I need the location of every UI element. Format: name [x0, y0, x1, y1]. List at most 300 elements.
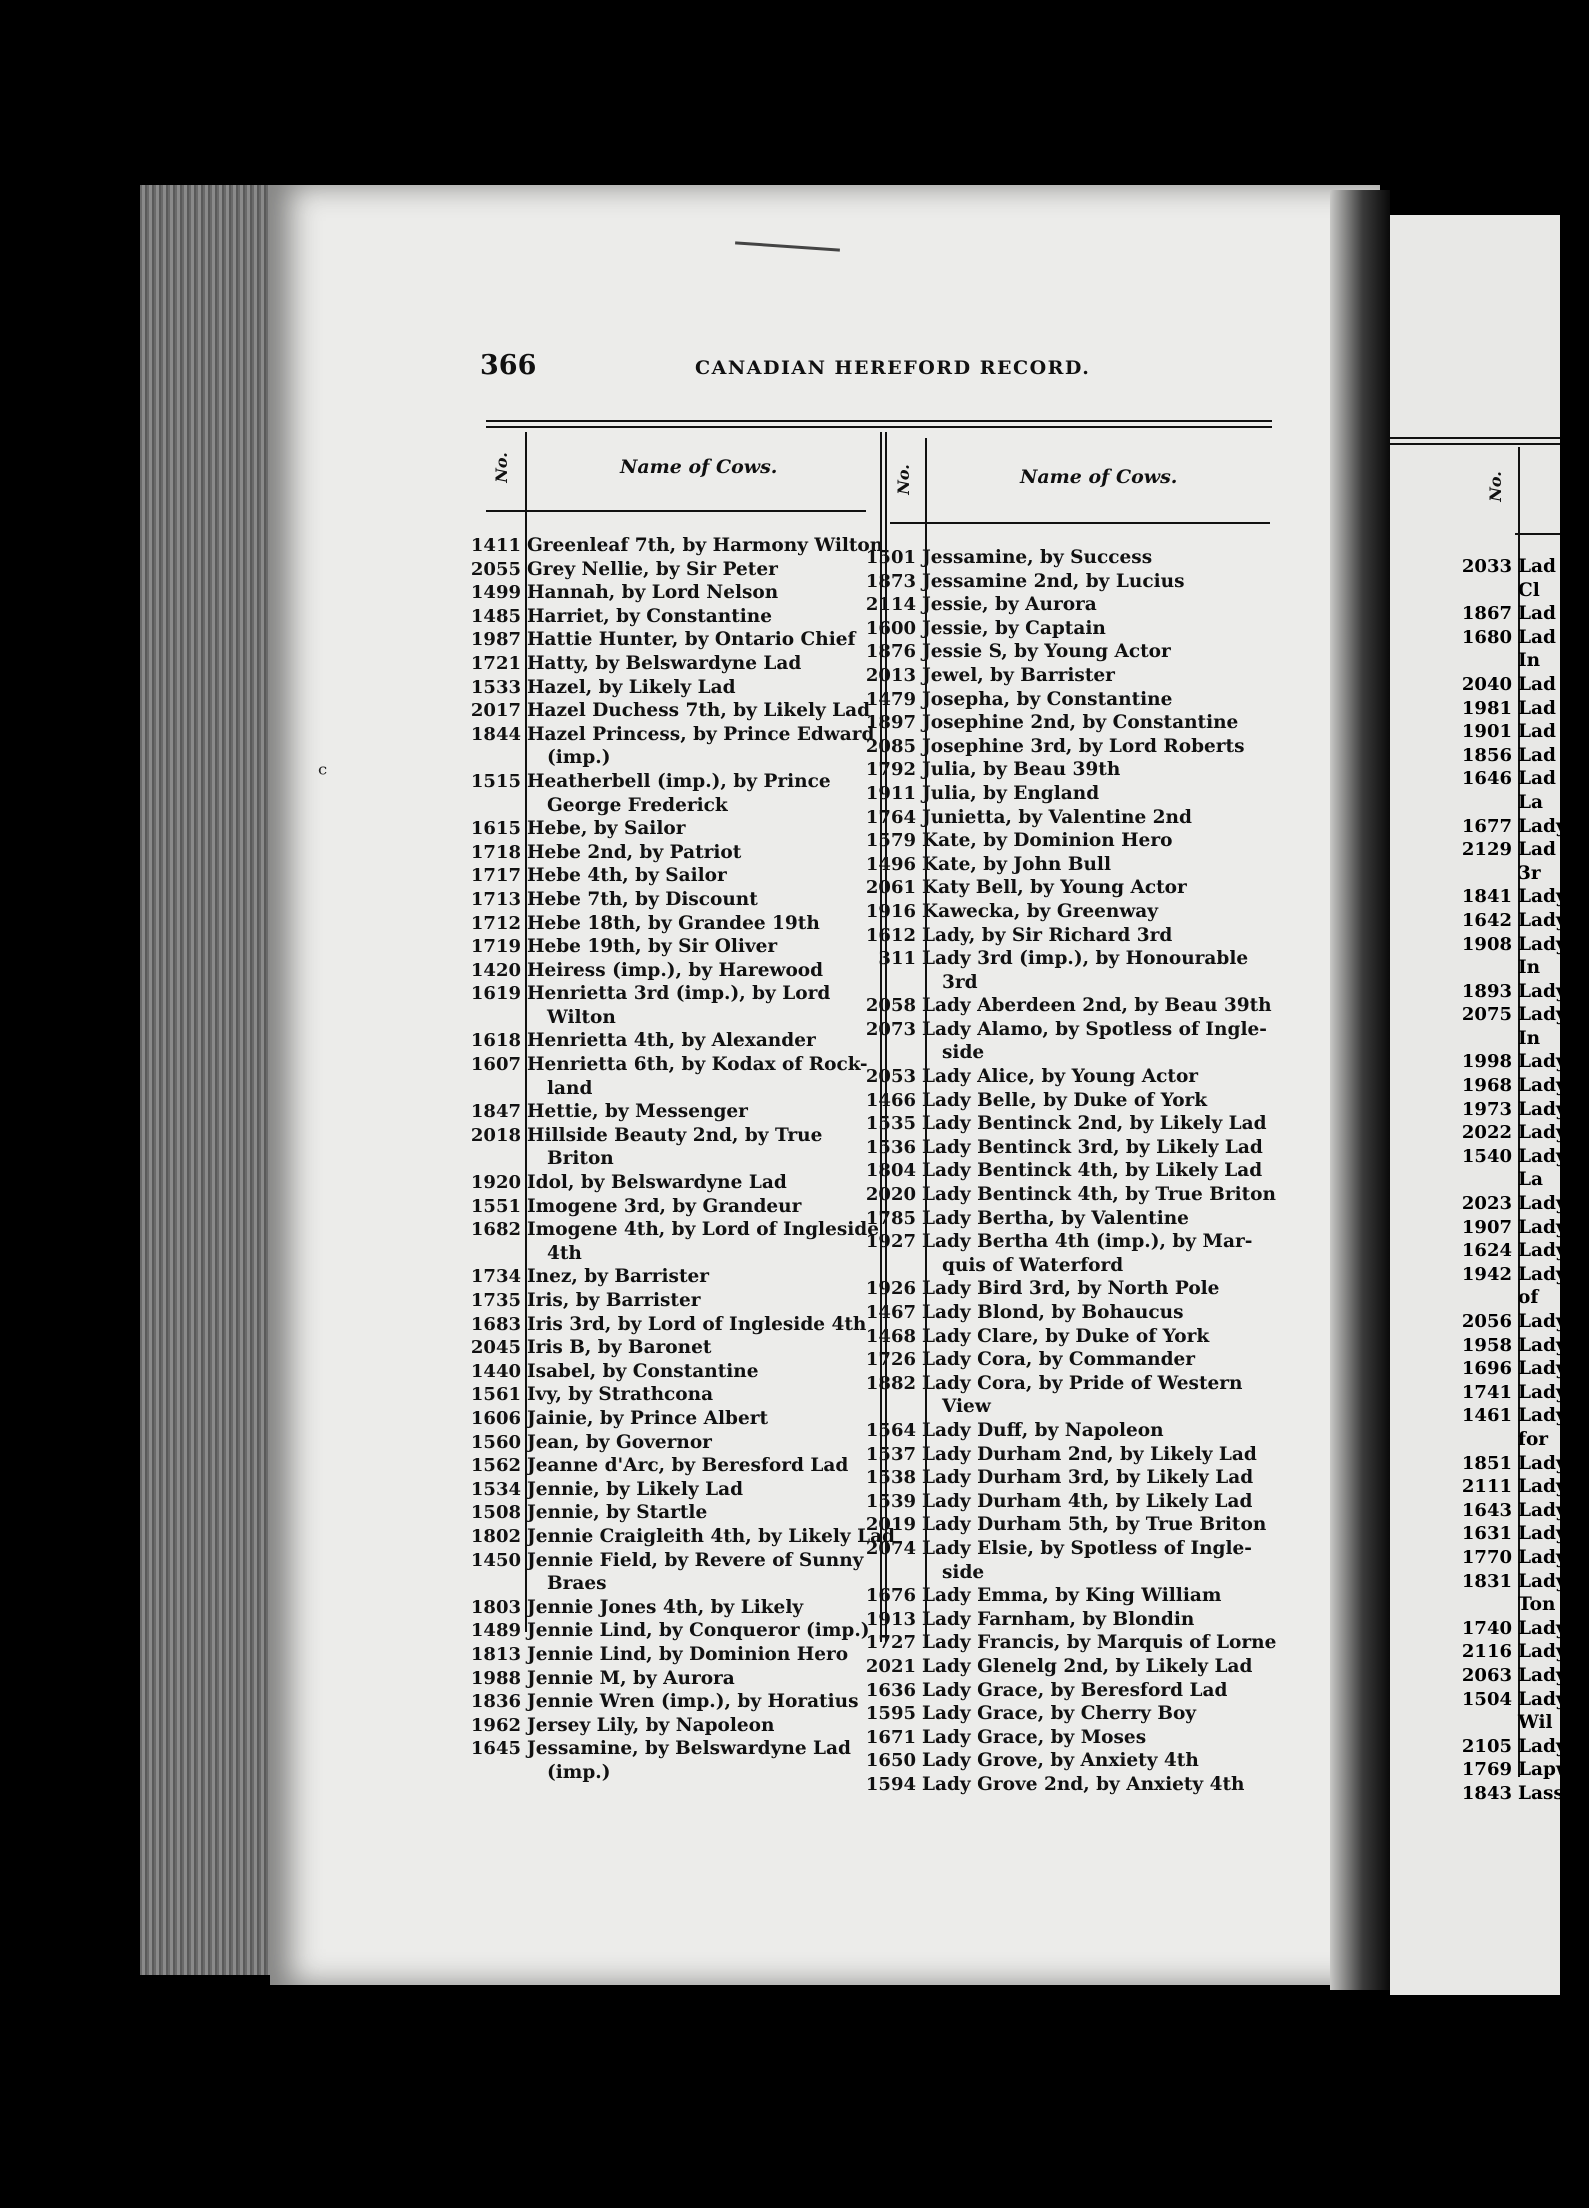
right-column-number: 2073	[865, 1018, 916, 1040]
next-page-name: Lad	[1518, 697, 1556, 719]
left-column-name: Hebe 2nd, by Patriot	[527, 841, 742, 863]
right-column-number: 1468	[865, 1325, 916, 1347]
left-column-number: 1645	[470, 1738, 521, 1760]
next-page-name: Lad	[1518, 768, 1556, 790]
next-page-number: 1770	[1461, 1546, 1512, 1568]
left-column-number: 1836	[470, 1691, 521, 1713]
next-page-name: 3r	[1518, 862, 1541, 884]
left-column-name: Greenleaf 7th, by Harmony Wilton	[527, 535, 884, 556]
left-column-number: 1515	[470, 770, 521, 792]
left-column-name: Jennie Field, by Revere of Sunny	[527, 1549, 864, 1571]
next-page-name: Lad	[1518, 626, 1556, 648]
left-column-number: 1683	[470, 1313, 521, 1335]
left-column-number: 1440	[470, 1360, 521, 1382]
next-page-name: of	[1518, 1287, 1539, 1309]
left-column-name: Hatty, by Belswardyne Lad	[527, 652, 802, 674]
next-page-number: 1646	[1461, 768, 1512, 790]
right-column-name: Kate, by Dominion Hero	[922, 830, 1173, 852]
left-column-name: Braes	[547, 1573, 607, 1595]
next-page-name: Lady	[1518, 1311, 1567, 1332]
right-column-name: Kawecka, by Greenway	[922, 900, 1159, 922]
next-page-name: In	[1518, 957, 1541, 979]
left-column-number: 1560	[470, 1431, 521, 1453]
right-column-number: 1501	[865, 547, 916, 568]
right-column-name: side	[942, 1042, 985, 1064]
right-column-number: 2074	[865, 1537, 916, 1559]
next-page-name: Lady	[1518, 1193, 1567, 1215]
left-column-name: Jennie Lind, by Dominion Hero	[527, 1643, 849, 1665]
left-column-number: 1987	[470, 629, 521, 651]
next-page-header-rule	[1515, 533, 1560, 535]
next-page-name: Lady	[1518, 980, 1567, 1002]
left-column-name: Heatherbell (imp.), by Prince	[527, 770, 831, 792]
left-column-number: 1420	[470, 959, 521, 981]
right-column-name: Lady Bird 3rd, by North Pole	[922, 1278, 1220, 1300]
right-column-name: Junietta, by Valentine 2nd	[922, 806, 1192, 828]
right-column-name: Lady Cora, by Commander	[922, 1349, 1196, 1371]
next-page-number: 1740	[1461, 1617, 1512, 1639]
right-column-name: Katy Bell, by Young Actor	[922, 877, 1187, 899]
left-column-name: Jennie M, by Aurora	[527, 1667, 735, 1689]
right-column-number: 1650	[865, 1750, 916, 1772]
left-column-number: 1718	[470, 841, 521, 863]
left-column-number: 1551	[470, 1195, 521, 1217]
left-column-name: Henrietta 6th, by Kodax of Rock-	[527, 1054, 868, 1076]
left-column-name: Heiress (imp.), by Harewood	[527, 959, 824, 981]
left-column-name: Jean, by Governor	[527, 1431, 712, 1453]
next-page-name: Lad	[1518, 721, 1556, 743]
left-column-number: 1719	[470, 936, 521, 958]
left-column-number: 1813	[470, 1643, 521, 1665]
left-column-name: Hebe 19th, by Sir Oliver	[527, 936, 778, 958]
next-page-name: Lady	[1518, 1570, 1567, 1592]
left-column-name: Hannah, by Lord Nelson	[527, 582, 779, 604]
left-column-number: 1721	[470, 652, 521, 674]
next-page-col-no-label: No.	[1485, 471, 1505, 502]
right-column-number: 1538	[865, 1467, 916, 1489]
left-column-name: (imp.)	[547, 1761, 611, 1783]
next-page-number: 2022	[1461, 1122, 1512, 1144]
right-column-number: 311	[878, 948, 916, 970]
next-page-number: 1696	[1461, 1358, 1512, 1380]
left-column-number: 1561	[470, 1384, 521, 1406]
left-column-name: Ivy, by Strathcona	[527, 1384, 714, 1406]
page-number: 366	[480, 350, 537, 381]
next-page-number: 1624	[1461, 1240, 1512, 1262]
right-column-number: 1496	[865, 853, 916, 875]
next-page-name: Lady	[1518, 1664, 1567, 1686]
right-column-name: Lady Grove 2nd, by Anxiety 4th	[922, 1773, 1245, 1795]
left-column-number: 1734	[470, 1266, 521, 1288]
right-column-number: 1927	[865, 1231, 916, 1253]
right-column-name: Josephine 2nd, by Constantine	[922, 712, 1239, 734]
right-column-name: Kate, by John Bull	[922, 853, 1111, 875]
right-column-name: Lady Aberdeen 2nd, by Beau 39th	[922, 995, 1272, 1017]
next-page-name: Lady	[1518, 1688, 1567, 1710]
next-page-number: 1831	[1461, 1570, 1512, 1592]
left-column-name: George Frederick	[547, 794, 728, 816]
next-page-name: Lad	[1518, 556, 1556, 577]
next-page-name: In	[1518, 650, 1541, 672]
left-column-name: Inez, by Barrister	[527, 1266, 710, 1288]
left-col-no-label: No.	[491, 452, 511, 483]
left-column-name: Hillside Beauty 2nd, by True	[527, 1124, 823, 1146]
right-column-number: 1671	[865, 1726, 916, 1748]
next-page-name: Lady	[1518, 1004, 1567, 1026]
left-column-name: land	[547, 1077, 593, 1099]
left-column-name: Jennie Lind, by Conqueror (imp.)	[527, 1620, 870, 1642]
right-column-number: 1897	[865, 712, 916, 734]
left-column-number: 1606	[470, 1407, 521, 1429]
right-column-name: Lady Bertha, by Valentine	[922, 1207, 1189, 1229]
left-column-number: 1920	[470, 1172, 521, 1194]
right-column-name: Jessamine, by Success	[922, 547, 1153, 568]
next-page-number: 1998	[1461, 1051, 1512, 1073]
next-page-number: 2129	[1461, 839, 1512, 861]
left-column-name: Hebe 4th, by Sailor	[527, 865, 727, 887]
right-column-name: Lady Cora, by Pride of Western	[922, 1372, 1243, 1394]
right-column-number: 1600	[865, 617, 916, 639]
next-page-name: Lady	[1518, 1334, 1567, 1356]
left-column-name: Jennie, by Startle	[527, 1502, 708, 1524]
left-column-name: Jennie Wren (imp.), by Horatius	[527, 1691, 859, 1713]
right-column-name: Lady Grace, by Beresford Lad	[922, 1679, 1228, 1701]
next-page-name: Lady	[1518, 1381, 1567, 1403]
next-page-name: for	[1518, 1428, 1549, 1450]
next-page-number: 1769	[1461, 1759, 1512, 1781]
right-column-number: 1536	[865, 1136, 916, 1158]
right-column-name: Lady Bentinck 4th, by Likely Lad	[922, 1160, 1263, 1182]
right-column-name: Lady Bentinck 2nd, by Likely Lad	[922, 1113, 1267, 1135]
book-fore-edge	[140, 185, 290, 1975]
right-column-number: 1579	[865, 830, 916, 852]
next-page-top-rule-2	[1390, 443, 1560, 445]
left-col-name-label: Name of Cows.	[620, 456, 778, 478]
left-column-name: Hebe 7th, by Discount	[527, 888, 758, 910]
left-column-name: Jeanne d'Arc, by Beresford Lad	[527, 1455, 849, 1477]
next-page-name: Lady	[1518, 1617, 1567, 1639]
right-column-name: Lady Belle, by Duke of York	[922, 1089, 1208, 1111]
right-column-number: 1876	[865, 641, 916, 663]
left-column-number: 1847	[470, 1101, 521, 1123]
right-column-number: 2020	[865, 1184, 916, 1206]
right-col-name-label: Name of Cows.	[1020, 466, 1178, 488]
left-column-number: 1534	[470, 1478, 521, 1500]
right-column-number: 1539	[865, 1490, 916, 1512]
left-column-number: 1508	[470, 1502, 521, 1524]
left-column-number: 1450	[470, 1549, 521, 1571]
next-page-number: 1981	[1461, 697, 1512, 719]
left-column-name: Harriet, by Constantine	[527, 605, 773, 627]
left-column-name: Hettie, by Messenger	[527, 1101, 748, 1123]
left-column-name: Iris, by Barrister	[527, 1290, 701, 1311]
left-column-number: 2018	[470, 1124, 521, 1146]
left-column-name: Wilton	[547, 1006, 616, 1028]
left-column-number: 2055	[470, 558, 521, 580]
next-page-name: Lad	[1518, 744, 1556, 766]
right-column-name: Josepha, by Constantine	[922, 688, 1173, 710]
right-column-number: 1594	[865, 1773, 916, 1795]
right-column-name: Lady Bertha 4th (imp.), by Mar-	[922, 1231, 1253, 1253]
next-page-number: 1741	[1461, 1381, 1512, 1403]
right-column-name: Lady 3rd (imp.), by Honourable	[922, 948, 1249, 970]
right-column-number: 1595	[865, 1703, 916, 1725]
right-column-name: Lady Alamo, by Spotless of Ingle-	[922, 1018, 1267, 1040]
right-column-name: Lady Durham 3rd, by Likely Lad	[922, 1467, 1254, 1489]
right-column-number: 1676	[865, 1585, 916, 1607]
left-column-name: Jersey Lily, by Napoleon	[527, 1714, 775, 1736]
right-column-name: Lady Durham 5th, by True Briton	[922, 1514, 1267, 1536]
right-column-number: 2019	[865, 1514, 916, 1536]
next-page-number: 1540	[1461, 1145, 1512, 1167]
next-page-name: Lady	[1518, 1240, 1567, 1262]
right-column-name: Jessamine 2nd, by Lucius	[922, 570, 1185, 592]
next-page-name: Lady	[1518, 1051, 1567, 1073]
next-page-name: Wil	[1518, 1712, 1553, 1734]
left-column-name: Grey Nellie, by Sir Peter	[527, 558, 778, 580]
right-column-number: 2085	[865, 735, 916, 757]
right-column-name: Josephine 3rd, by Lord Roberts	[922, 735, 1245, 757]
next-page-top-rule	[1390, 437, 1560, 439]
left-column-number: 1844	[470, 723, 521, 745]
right-column-number: 2114	[865, 594, 916, 616]
left-column-number: 1615	[470, 818, 521, 840]
next-page-number: 1907	[1461, 1216, 1512, 1238]
right-column-number: 1537	[865, 1443, 916, 1465]
left-column-name: Imogene 4th, by Lord of Ingleside	[527, 1219, 880, 1241]
right-col-no-label: No.	[893, 464, 913, 495]
right-column-name: Lady Blond, by Bohaucus	[922, 1302, 1184, 1323]
page-header	[480, 350, 1270, 390]
next-page-number: 2075	[1461, 1004, 1512, 1026]
book-gutter	[1330, 190, 1390, 1990]
left-column-number: 1802	[470, 1525, 521, 1547]
left-column-number: 1682	[470, 1219, 521, 1241]
right-column-name: Julia, by Beau 39th	[922, 759, 1121, 781]
next-page-name: La	[1518, 1169, 1543, 1191]
book-page	[270, 185, 1380, 1985]
right-column-name: quis of Waterford	[942, 1254, 1124, 1276]
right-column-name: Jessie, by Captain	[922, 617, 1106, 639]
running-title: CANADIAN HEREFORD RECORD.	[695, 357, 1091, 379]
left-column-name: (imp.)	[547, 747, 611, 769]
right-column-number: 1764	[865, 806, 916, 828]
right-column-name: Lady Bentinck 3rd, by Likely Lad	[922, 1136, 1263, 1158]
top-rule	[486, 420, 1272, 422]
next-page-number: 2116	[1461, 1641, 1512, 1663]
next-page-number: 1851	[1461, 1452, 1512, 1474]
right-column-name: Lady, by Sir Richard 3rd	[922, 924, 1173, 946]
left-column-name: Hazel Princess, by Prince Edward	[527, 723, 875, 745]
next-page-number: 2033	[1461, 556, 1512, 577]
next-page-name: Lady	[1518, 1098, 1567, 1120]
next-page-number: 2023	[1461, 1193, 1512, 1215]
left-column-number: 1713	[470, 888, 521, 910]
next-page-number: 2105	[1461, 1735, 1512, 1757]
left-column-name: Jennie Craigleith 4th, by Likely Lad	[527, 1525, 895, 1547]
left-column-name: Jennie Jones 4th, by Likely	[527, 1596, 804, 1618]
left-column-number: 1562	[470, 1455, 521, 1477]
next-page-number: 1856	[1461, 744, 1512, 766]
next-page-number: 1461	[1461, 1405, 1512, 1427]
right-column-name: side	[942, 1561, 985, 1583]
right-column-number: 1535	[865, 1113, 916, 1135]
right-column-number: 2058	[865, 995, 916, 1017]
right-column-number: 2021	[865, 1655, 916, 1677]
left-column-name: 4th	[547, 1242, 582, 1264]
left-column-name: Idol, by Belswardyne Lad	[527, 1172, 787, 1194]
next-page-name: In	[1518, 1027, 1541, 1049]
right-column-number: 1612	[865, 924, 916, 946]
next-page-number: 1908	[1461, 933, 1512, 955]
left-column-number: 1717	[470, 865, 521, 887]
right-column-number: 1873	[865, 570, 916, 592]
next-page-name: Lady	[1518, 933, 1567, 955]
next-page-number: 2063	[1461, 1664, 1512, 1686]
next-page-name: Lady	[1518, 886, 1567, 908]
next-page-name: Lady	[1518, 815, 1567, 837]
left-column-number: 1618	[470, 1030, 521, 1052]
next-page-name: Lapwi	[1518, 1759, 1579, 1781]
right-column-name: Lady Grace, by Cherry Boy	[922, 1703, 1197, 1725]
right-column-name: Lady Glenelg 2nd, by Likely Lad	[922, 1655, 1253, 1677]
right-column-number: 1882	[865, 1372, 916, 1394]
next-page-number: 1680	[1461, 626, 1512, 648]
right-column-number: 2053	[865, 1066, 916, 1088]
left-column-number: 1962	[470, 1714, 521, 1736]
right-column-number: 1467	[865, 1302, 916, 1323]
right-header-rule	[890, 522, 1270, 524]
left-column-name: Hebe 18th, by Grandee 19th	[527, 912, 820, 934]
right-column-name: Lady Duff, by Napoleon	[922, 1419, 1164, 1441]
left-column-number: 1712	[470, 912, 521, 934]
next-page-name: La	[1518, 791, 1543, 813]
next-page-name: Lad	[1518, 839, 1556, 861]
left-column-name: Henrietta 3rd (imp.), by Lord	[527, 983, 831, 1005]
right-column-name: Lady Grace, by Moses	[922, 1726, 1147, 1748]
next-page-number: 2040	[1461, 673, 1512, 695]
right-column-number: 1466	[865, 1089, 916, 1111]
next-page-number: 1973	[1461, 1098, 1512, 1120]
next-page-number: 2111	[1461, 1476, 1512, 1498]
right-column-number: 1911	[865, 782, 916, 804]
left-column-number: 1411	[470, 535, 521, 556]
right-column-number: 1785	[865, 1207, 916, 1229]
next-page-number: 1631	[1461, 1523, 1512, 1545]
right-column-name: Lady Grove, by Anxiety 4th	[922, 1750, 1199, 1772]
left-column-number: 1619	[470, 983, 521, 1005]
right-column-name: Lady Farnham, by Blondin	[922, 1608, 1195, 1630]
right-column-number: 1564	[865, 1419, 916, 1441]
next-page-number: 1958	[1461, 1334, 1512, 1356]
left-column-name: Jennie, by Likely Lad	[527, 1478, 744, 1500]
next-page-name: Lady	[1518, 1075, 1567, 1097]
right-column-number: 2061	[865, 877, 916, 899]
right-column-name: Lady Francis, by Marquis of Lorne	[922, 1632, 1277, 1654]
next-page-name: Ladys	[1518, 1523, 1578, 1545]
next-page-name: Ladys	[1518, 1452, 1578, 1474]
right-column-name: 3rd	[942, 971, 978, 993]
next-page-name: Cl	[1518, 579, 1540, 601]
left-column-number: 2045	[470, 1337, 521, 1359]
left-column-name: Iris 3rd, by Lord of Ingleside 4th	[527, 1313, 867, 1335]
right-column-number: 1916	[865, 900, 916, 922]
next-page-name: Lady	[1518, 1145, 1567, 1167]
right-column-name: Lady Alice, by Young Actor	[922, 1066, 1199, 1088]
left-column-number: 1533	[470, 676, 521, 698]
next-page-number: 1504	[1461, 1688, 1512, 1710]
right-column-name: Jessie, by Aurora	[922, 594, 1097, 616]
right-column-number: 1792	[865, 759, 916, 781]
right-column-name: Julia, by England	[922, 782, 1100, 804]
next-page-name: Lady	[1518, 1358, 1567, 1380]
left-column-name: Hattie Hunter, by Ontario Chief	[527, 629, 856, 651]
top-rule-2	[486, 426, 1272, 428]
next-page-name: Lady	[1518, 1405, 1567, 1427]
next-page-name: Ton	[1518, 1594, 1556, 1616]
right-column-name: Lady Durham 2nd, by Likely Lad	[922, 1443, 1257, 1465]
next-page-name: Lady	[1518, 1546, 1567, 1568]
next-page-number: 1841	[1461, 886, 1512, 908]
right-column-number: 1726	[865, 1349, 916, 1371]
right-column-name: Lady Durham 4th, by Likely Lad	[922, 1490, 1253, 1512]
next-page-name: Lassie,	[1518, 1782, 1589, 1804]
next-page-number: 1942	[1461, 1263, 1512, 1285]
left-column-name: Jessamine, by Belswardyne Lad	[527, 1738, 851, 1760]
left-column-number: 1735	[470, 1290, 521, 1311]
right-column-name: Lady Bentinck 4th, by True Briton	[922, 1184, 1276, 1206]
next-page-fragment	[1390, 215, 1589, 1995]
left-column-name: Hebe, by Sailor	[527, 818, 686, 840]
right-column-number: 1636	[865, 1679, 916, 1701]
right-column-name: Lady Elsie, by Spotless of Ingle-	[922, 1537, 1252, 1559]
margin-mark: ᶜ	[318, 760, 328, 790]
next-page-name: Lady	[1518, 1735, 1567, 1757]
right-column-number: 1727	[865, 1632, 916, 1654]
next-page-name: Lady	[1518, 1263, 1567, 1285]
right-column-name: View	[942, 1396, 991, 1418]
left-column-number: 2017	[470, 700, 521, 722]
left-column-name: Jainie, by Prince Albert	[527, 1407, 769, 1429]
next-page-number: 1893	[1461, 980, 1512, 1002]
next-page-number: 1643	[1461, 1499, 1512, 1521]
next-page-name: Lady	[1518, 909, 1567, 931]
right-column-number: 1479	[865, 688, 916, 710]
next-page-number: 1642	[1461, 909, 1512, 931]
left-column-number: 1499	[470, 582, 521, 604]
left-column-name: Hazel, by Likely Lad	[527, 676, 736, 698]
left-column-number: 1485	[470, 605, 521, 627]
left-column-number: 1489	[470, 1620, 521, 1642]
left-column-name: Imogene 3rd, by Grandeur	[527, 1195, 802, 1217]
next-page-number: 1677	[1461, 815, 1512, 837]
right-column-number: 2013	[865, 664, 916, 686]
right-column-name: Lady Clare, by Duke of York	[922, 1325, 1210, 1347]
next-page-name: Lady	[1518, 1641, 1567, 1663]
next-page-name: Lad	[1518, 603, 1556, 625]
left-column-name: Iris B, by Baronet	[527, 1337, 712, 1359]
left-column-name: Henrietta 4th, by Alexander	[527, 1030, 816, 1052]
next-page-number: 1901	[1461, 721, 1512, 743]
left-column-name: Hazel Duchess 7th, by Likely Lad	[527, 700, 871, 722]
next-page-name: Lady	[1518, 1122, 1567, 1144]
right-column-name: Jessie S, by Young Actor	[922, 641, 1171, 663]
left-column-number: 1803	[470, 1596, 521, 1618]
left-column-number: 1607	[470, 1054, 521, 1076]
left-header-rule	[486, 510, 866, 512]
next-page-number: 1843	[1461, 1782, 1512, 1804]
next-page-name: Ladys	[1518, 1476, 1578, 1498]
